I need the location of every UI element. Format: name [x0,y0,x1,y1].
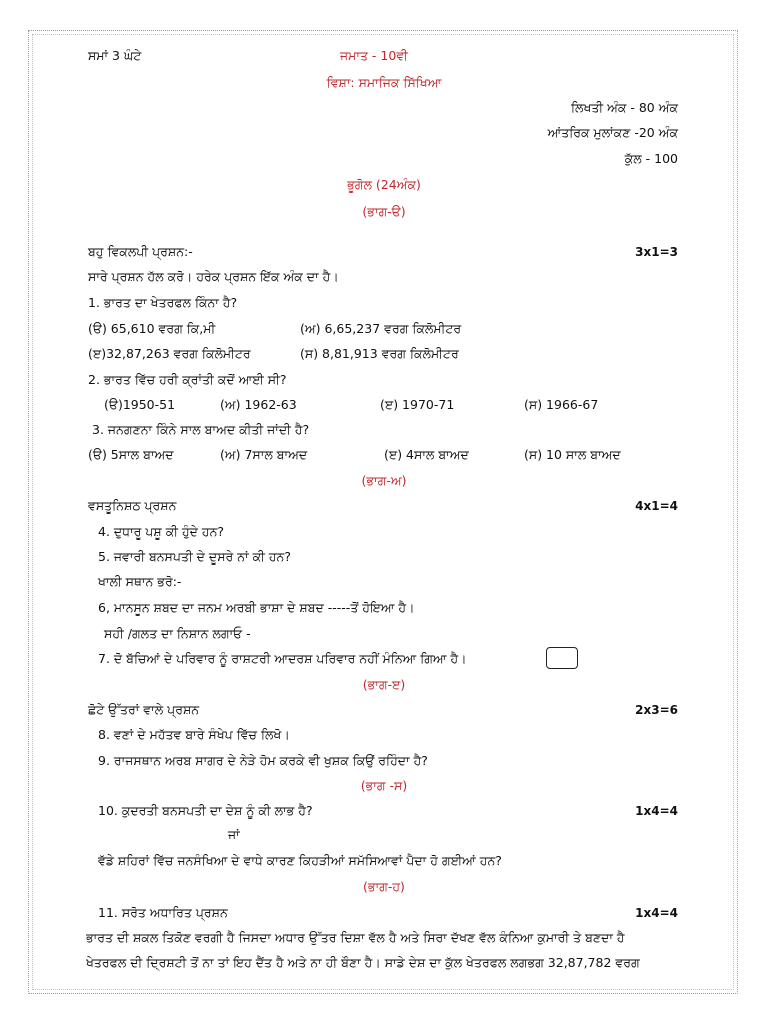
q1-option-d: (ਸ) 8,81,913 ਵਰਗ ਕਿਲੋਮੀਟਰ [300,346,459,361]
answer-box[interactable] [546,647,578,669]
part-e-label: (ਭਾਗ-ਹ) [363,879,405,894]
class-label: ਜਮਾਤ - 10ਵੀ [340,48,408,63]
q10-marks: 1x4=4 [635,804,678,818]
objective-heading: ਵਸਤੂਨਿਸ਼ਠ ਪ੍ਰਸ਼ਨ [88,498,177,513]
question-6: 6, ਮਾਨਸੂਨ ਸ਼ਬਦ ਦਾ ਜਨਮ ਅਰਬੀ ਭਾਸ਼ਾ ਦੇ ਸ਼ਬਦ -----ਤੋਂ ਹੋਇਆ ਹੈ। [98,600,415,615]
question-10: 10. ਕੁਦਰਤੀ ਬਨਸਪਤੀ ਦਾ ਦੇਸ਼ ਨੂੰ ਕੀ ਲਾਭ ਹੈ? [98,803,313,818]
q3-option-d: (ਸ) 10 ਸਾਲ ਬਾਅਦ [524,447,621,462]
mcq-instruction: ਸਾਰੇ ਪ੍ਰਸ਼ਨ ਹੱਲ ਕਰੋ। ਹਰੇਕ ਪ੍ਰਸ਼ਨ ਇੱਕ ਅੰਕ ਦਾ ਹੈ। [88,269,339,284]
question-8: 8. ਵਣਾਂ ਦੇ ਮਹੱਤਵ ਬਾਰੇ ਸੰਖੇਪ ਵਿੱਚ ਲਿਖੋ। [98,727,290,742]
fill-blanks-heading: ਖਾਲੀ ਸਥਾਨ ਭਰੋ:- [98,574,182,589]
subject-title: ਵਿਸ਼ਾ: ਸਮਾਜਿਕ ਸਿੱਖਿਆ [326,75,442,90]
source-passage-line-2: ਖੇਤਰਫਲ ਦੀ ਦ੍ਰਿਸ਼ਟੀ ਤੋਂ ਨਾ ਤਾਂ ਇਹ ਦੈਂਤ ਹੈ ਅਤੇ ਨਾ ਹੀ ਬੌਣਾ ਹੈ। ਸਾਡੇ ਦੇਸ਼ ਦਾ ਕੁੱਲ ਖੇਤਰਫਲ ਲਗਭਗ 32,87,782 ਵਰਗ [86,955,640,970]
source-passage-line-1: ਭਾਰਤ ਦੀ ਸ਼ਕਲ ਤਿਕੋਣ ਵਰਗੀ ਹੈ ਜਿਸਦਾ ਅਧਾਰ ਉੱਤਰ ਦਿਸ਼ਾ ਵੱਲ ਹੈ ਅਤੇ ਸਿਰਾ ਦੱਖਣ ਵੱਲ ਕੰਨਿਆ ਕੁਮਾਰੀ ਤੇ ਬਣਦਾ ਹੈ [86,930,625,945]
q1-option-a: (ੳ) 65,610 ਵਰਗ ਕਿ,ਮੀ [88,321,216,336]
q2-option-c: (ੲ) 1970-71 [380,397,455,412]
q3-option-a: (ੳ) 5ਸਾਲ ਬਾਅਦ [88,447,174,462]
part-d-label: (ਭਾਗ -ਸ) [360,778,408,793]
question-11: 11. ਸਰੋਤ ਅਧਾਰਿਤ ਪ੍ਰਸ਼ਨ [98,905,228,920]
q2-option-b: (ਅ) 1962-63 [220,397,297,412]
part-a-label: (ਭਾਗ-ੳ) [362,204,406,219]
written-marks: ਲਿਖਤੀ ਅੰਕ - 80 ਅੰਕ [570,100,678,115]
q1-option-b: (ਅ) 6,65,237 ਵਰਗ ਕਿਲੋਮੀਟਰ [300,321,462,336]
part-c-label: (ਭਾਗ-ੲ) [362,677,406,692]
question-7: 7. ਦੋ ਬੱਚਿਆਂ ਦੇ ਪਰਿਵਾਰ ਨੂੰ ਰਾਸ਼ਟਰੀ ਆਦਰਸ਼ ਪਰਿਵਾਰ ਨਹੀਂ ਮੰਨਿਆ ਗਿਆ ਹੈ। [98,651,467,666]
part-b-label: (ਭਾਗ-ਅ) [361,473,407,488]
true-false-heading: ਸਹੀ /ਗਲਤ ਦਾ ਨਿਸ਼ਾਨ ਲਗਾਓ - [104,626,251,641]
question-10-alternative: ਵੱਡੇ ਸ਼ਹਿਰਾਂ ਵਿੱਚ ਜਨਸੰਖਿਆ ਦੇ ਵਾਧੇ ਕਾਰਣ ਕਿਹੜੀਆਂ ਸਮੱਸਿਆਵਾਂ ਪੈਦਾ ਹੋ ਗਈਆਂ ਹਨ? [98,853,502,868]
q3-option-c: (ੲ) 4ਸਾਲ ਬਾਅਦ [384,447,469,462]
question-3: 3. ਜਨਗਣਨਾ ਕਿੰਨੇ ਸਾਲ ਬਾਅਦ ਕੀਤੀ ਜਾਂਦੀ ਹੈ? [92,422,310,437]
question-4: 4. ਦੁਧਾਰੂ ਪਸ਼ੂ ਕੀ ਹੁੰਦੇ ਹਨ? [98,524,225,539]
q2-option-a: (ੳ)1950-51 [104,397,176,412]
mcq-marks: 3x1=3 [635,245,678,259]
question-5: 5. ਜਵਾਰੀ ਬਨਸਪਤੀ ਦੇ ਦੂਸਰੇ ਨਾਂ ਕੀ ਹਨ? [98,549,291,564]
question-9: 9. ਰਾਜਸਥਾਨ ਅਰਬ ਸਾਗਰ ਦੇ ਨੇੜੇ ਹੋਮ ਕਰਕੇ ਵੀ ਖੁਸ਼ਕ ਕਿਉਂ ਰਹਿੰਦਾ ਹੈ? [98,753,428,768]
total-marks: ਕੁੱਲ - 100 [624,151,678,166]
section-title: ਭੂਗੋਲ (24ਅੰਕ) [347,177,421,192]
short-answer-marks: 2x3=6 [635,703,678,717]
objective-marks: 4x1=4 [635,499,678,513]
q1-option-c: (ੲ)32,87,263 ਵਰਗ ਕਿਲੋਮੀਟਰ [88,346,251,361]
exam-duration: ਸਮਾਂ 3 ਘੰਟੇ [88,48,142,63]
q11-marks: 1x4=4 [635,906,678,920]
short-answer-heading: ਛੋਟੇ ਉੱਤਰਾਂ ਵਾਲੇ ਪ੍ਰਸ਼ਨ [88,702,200,717]
mcq-heading: ਬਹੁ ਵਿਕਲਪੀ ਪ੍ਰਸ਼ਨ:- [88,244,193,259]
q2-option-d: (ਸ) 1966-67 [524,397,599,412]
question-1: 1. ਭਾਰਤ ਦਾ ਖੇਤਰਫਲ ਕਿੰਨਾ ਹੈ? [88,295,238,310]
internal-marks: ਆਂਤਰਿਕ ਮੁਲਾਂਕਣ -20 ਅੰਕ [547,125,678,140]
q3-option-b: (ਅ) 7ਸਾਲ ਬਾਅਦ [220,447,308,462]
question-2: 2. ਭਾਰਤ ਵਿੱਚ ਹਰੀ ਕ੍ਰਾਂਤੀ ਕਦੋਂ ਆਈ ਸੀ? [88,372,287,387]
or-label: ਜਾਂ [228,827,240,842]
